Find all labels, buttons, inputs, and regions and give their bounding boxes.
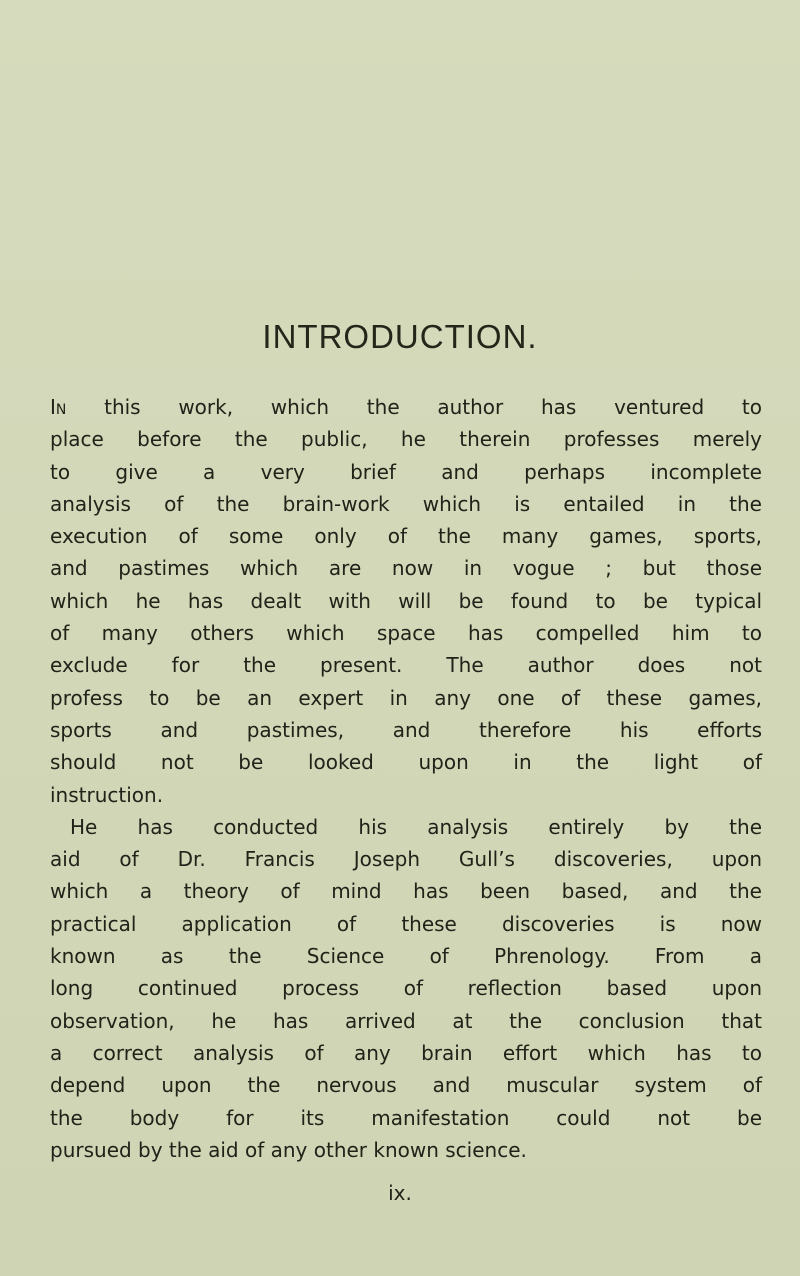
text-line: In this work, which the author has ventured to bbox=[50, 395, 762, 419]
text-line: sports and pastimes, and therefore his efforts bbox=[50, 717, 762, 742]
text-line: instruction. bbox=[50, 782, 164, 807]
text-line: practical application of these discoveries is now bbox=[50, 911, 762, 936]
text-line: He has conducted his analysis entirely by the bbox=[70, 814, 762, 839]
text-line: exclude for the present. The author does not bbox=[50, 653, 762, 678]
text-line: a correct analysis of any brain effort which has to bbox=[50, 1040, 762, 1065]
text-line: which a theory of mind has been based, and the bbox=[50, 879, 762, 904]
text-line: known as the Science of Phrenology. From a bbox=[50, 944, 762, 969]
body-text bbox=[50, 391, 762, 1166]
text-line: which he has dealt with will be found to be typical bbox=[50, 588, 762, 613]
chapter-title: INTRODUCTION. bbox=[262, 318, 538, 355]
lead-word: In bbox=[50, 395, 67, 419]
text-line: pursued by the aid of any other known science. bbox=[50, 1137, 527, 1162]
text-line: aid of Dr. Francis Joseph Gull’s discoveries, upon bbox=[50, 847, 762, 872]
text-line: the body for its manifestation could not be bbox=[50, 1105, 762, 1130]
text-line: depend upon the nervous and muscular system of bbox=[50, 1073, 762, 1098]
text-line: to give a very brief and perhaps incomplete bbox=[50, 459, 762, 484]
text-line: profess to be an expert in any one of these games, bbox=[50, 685, 762, 710]
text-line: should not be looked upon in the light of bbox=[50, 750, 762, 775]
text-line: execution of some only of the many games, sports, bbox=[50, 524, 762, 549]
text-line: analysis of the brain-work which is entailed in the bbox=[50, 491, 762, 516]
text-line: and pastimes which are now in vogue ; but those bbox=[50, 556, 762, 581]
text-line: of many others which space has compelled him to bbox=[50, 621, 762, 646]
text-line: long continued process of reflection based upon bbox=[50, 976, 762, 1001]
text-line: place before the public, he therein professes merely bbox=[50, 427, 762, 452]
text-line: observation, he has arrived at the conclusion that bbox=[50, 1008, 762, 1033]
page-number: ix. bbox=[388, 1181, 412, 1205]
